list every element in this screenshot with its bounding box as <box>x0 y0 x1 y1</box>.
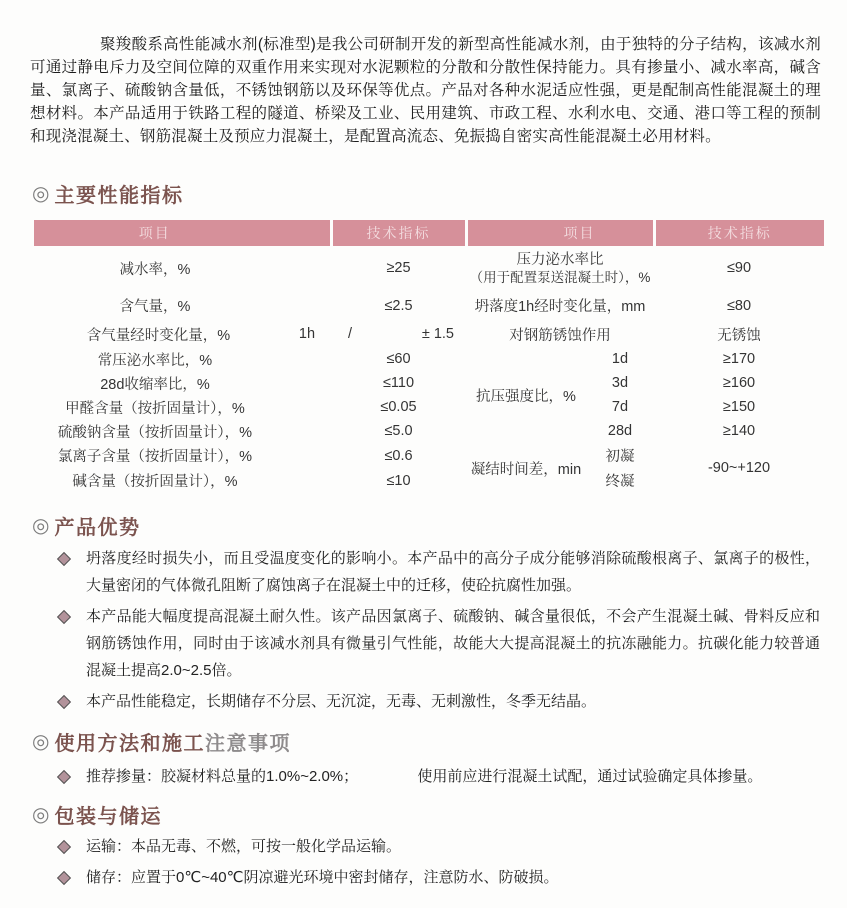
table-row <box>34 321 824 347</box>
diamond-bullet-icon <box>57 552 71 566</box>
sub-cell: 终凝 <box>605 474 635 490</box>
spec-cell: ≤0.05 <box>380 399 417 415</box>
item-cell: 硫酸钠含量（按折固量计），% <box>57 424 253 441</box>
item-cell: 减水率，% <box>119 261 191 278</box>
dosage-text: 推荐掺量：胶凝材料总量的1.0%~2.0%； <box>86 768 359 785</box>
spec-cell: ≤110 <box>382 375 415 391</box>
packaging-list <box>0 833 847 891</box>
spec-cell: 无锈蚀 <box>717 327 761 344</box>
header-spec-left: 技术指标 <box>331 220 466 246</box>
spec-cell: ≤2.5 <box>384 297 413 314</box>
age-cell: 28d <box>607 423 633 439</box>
table-row <box>34 371 824 395</box>
item-cell: 坍落度1h经时变化量，mm <box>474 299 646 315</box>
header-item-right: 项目 <box>466 220 654 246</box>
section-heading-usage <box>32 727 847 756</box>
table-row <box>34 419 824 443</box>
item-cell: 氯离子含量（按折固量计），% <box>57 449 253 465</box>
diamond-bullet-icon <box>57 695 71 709</box>
section-marker-icon: ◎ <box>32 183 50 205</box>
table-row <box>34 290 824 321</box>
item-cell: 碱含量（按折固量计），% <box>72 474 238 490</box>
item-cell: 常压泌水率比，% <box>97 352 213 369</box>
age-cell: 7d <box>611 399 629 415</box>
spec-cell: ≥170 <box>722 351 756 367</box>
item-cell: 压力泌水率比 （用于配置泵送混凝土时），% <box>469 251 651 285</box>
spec-cell: ≤60 <box>386 351 411 367</box>
spec-cell: / ± 1.5 <box>347 326 454 342</box>
list-item: 本产品性能稳定，长期储存不分层、无沉淀，无毒、无刺激性，冬季无结晶。 <box>0 688 820 715</box>
section-marker-icon: ◎ <box>32 804 50 826</box>
spec-cell: ≥140 <box>722 423 756 439</box>
spec-cell: -90~+120 <box>707 460 771 476</box>
spec-cell: ≤80 <box>726 297 752 314</box>
list-item <box>0 763 820 790</box>
diamond-bullet-icon <box>57 610 71 624</box>
section-marker-icon: ◎ <box>32 731 50 753</box>
section-heading-performance <box>32 179 847 208</box>
table-row <box>34 347 824 371</box>
age-cell: 1d <box>611 351 629 367</box>
performance-table <box>34 220 824 493</box>
spec-cell: ≤5.0 <box>384 423 413 439</box>
item-cell: 含气量，% <box>119 299 191 315</box>
section-title: 主要性能指标 <box>54 185 184 207</box>
table-header-row <box>34 220 824 246</box>
list-item: 坍落度经时损失小，而且受温度变化的影响小。本产品中的高分子成分能够消除硫酸根离子、氯离子的极性，大量密闭的气体微孔阻断了腐蚀离子在混凝土中的迁移，使砼抗腐性加强。 <box>0 545 820 599</box>
strength-label-cell: 抗压强度比，% <box>476 388 576 405</box>
item-cell: 对钢筋锈蚀作用 <box>509 327 611 344</box>
item-cell: 28d收缩率比，% <box>100 376 210 393</box>
section-heading-advantages <box>32 511 847 540</box>
spec-cell: ≤90 <box>726 260 752 276</box>
spec-cell: ≤0.6 <box>384 447 413 464</box>
table-row <box>34 395 824 419</box>
section-title: 包装与储运 <box>54 806 162 828</box>
list-item: 储存：应置于0℃~40℃阴凉避光环境中密封储存，注意防水、防破损。 <box>0 864 820 891</box>
table-row <box>34 246 824 290</box>
section-title: 使用方法和施工 <box>54 733 205 755</box>
diamond-bullet-icon <box>57 871 71 885</box>
age-cell: 3d <box>611 375 629 391</box>
header-item-left: 项目 <box>34 220 331 246</box>
usage-list <box>0 763 847 790</box>
sub-cell: 初凝 <box>605 449 635 465</box>
trial-text: 使用前应进行混凝土试配，通过试验确定具体掺量。 <box>417 768 763 785</box>
spec-cell: ≥150 <box>722 399 756 415</box>
list-item: 本产品能大幅度提高混凝土耐久性。该产品因氯离子、硫酸钠、碱含量很低，不会产生混凝土碱、骨料反应和钢筋锈蚀作用，同时由于该减水剂具有微量引气性能，故能大大提高混凝土的抗冻融能力。抗碳化能力较普通混凝土提高2.0~2.5倍。 <box>0 603 820 684</box>
diamond-bullet-icon <box>57 770 71 784</box>
section-heading-packaging <box>32 800 847 829</box>
intro-paragraph: 聚羧酸系高性能减水剂(标准型)是我公司研制开发的新型高性能减水剂，由于独特的分子结构，该减水剂可通过静电斥力及空间位障的双重作用来实现对水泥颗粒的分散和分散性保持能力。具有掺量小、减水率高，碱含量、氯离子、硫酸钠含量低，不锈蚀钢筋以及环保等优点。产品对各种水泥适应性强，更是配制高性能混凝土的理想材料。本产品适用于铁路工程的隧道、桥梁及工业、民用建筑、市政工程、水利水电、交通、港口等工程的预制和现浇混凝土、钢筋混凝土及预应力混凝土，是配置高流态、免振捣自密实高性能混凝土必用材料。 <box>30 36 821 145</box>
list-item: 运输：本品无毒、不燃，可按一般化学品运输。 <box>0 833 820 860</box>
diamond-bullet-icon <box>57 840 71 854</box>
spec-cell: ≥160 <box>722 375 756 391</box>
advantages-list <box>0 545 847 715</box>
item-cell: 甲醛含量（按折固量计），% <box>65 400 245 417</box>
section-marker-icon: ◎ <box>32 515 50 537</box>
table-row <box>34 443 824 468</box>
item-cell: 含气量经时变化量，% 1h <box>86 326 316 344</box>
header-spec-right: 技术指标 <box>654 220 824 246</box>
spec-cell: ≥25 <box>386 260 411 276</box>
setting-label-cell: 凝结时间差，min <box>470 461 582 478</box>
section-title: 产品优势 <box>54 517 141 539</box>
spec-cell: ≤10 <box>386 472 411 489</box>
section-title-faded: 注意事项 <box>204 733 291 755</box>
